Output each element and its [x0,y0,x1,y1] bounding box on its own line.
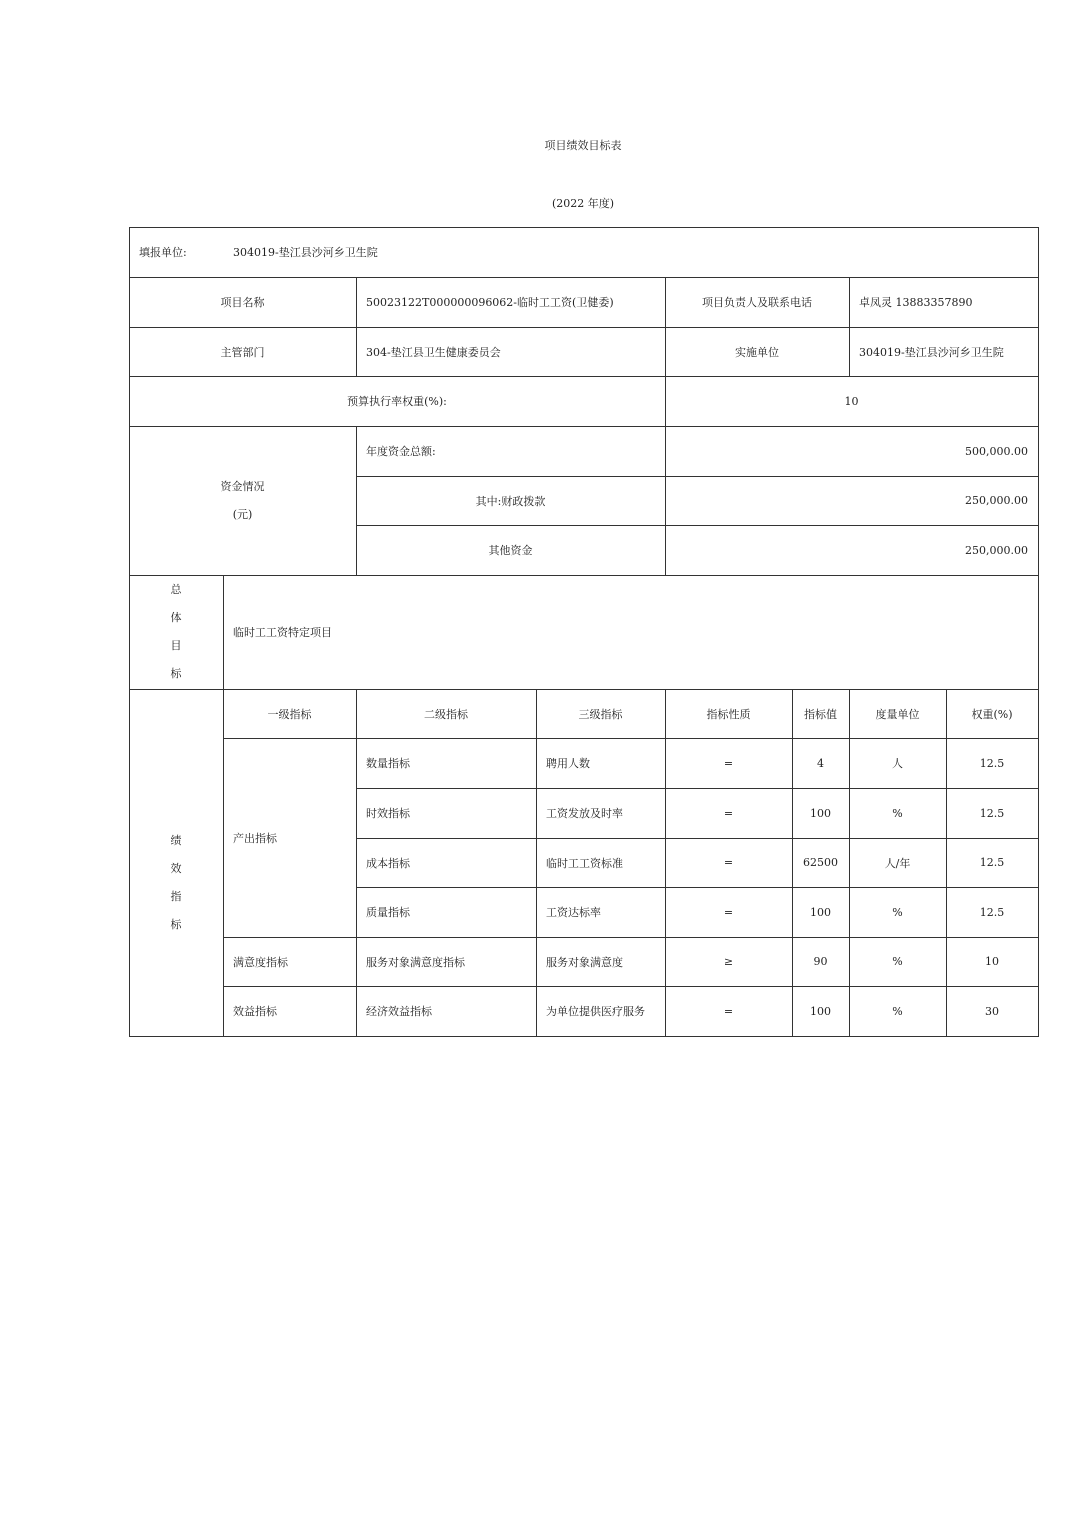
document-year: (2022 年度) [551,197,615,210]
dept-label: 主管部门 [220,345,265,359]
level1-output: 产出指标 [233,831,277,845]
dept-value: 304-垫江县卫生健康委员会 [366,345,501,359]
header-level3: 三级指标 [578,707,623,721]
fill-unit-value: 304019-垫江县沙河乡卫生院 [233,246,378,259]
level1-satisfaction: 满意度指标 [233,955,288,969]
row-unit: % [892,1004,903,1018]
funds-other-label: 其他资金 [488,544,533,557]
row-level2: 时效指标 [366,807,410,820]
funds-label-line2: (元) [232,507,253,521]
indicator-label-char: 指 [170,889,182,903]
row-nature: = [723,856,734,869]
row-nature: ≥ [723,955,734,968]
header-level1: 一级指标 [267,707,312,721]
row-value: 62500 [803,856,838,869]
row-weight: 12.5 [979,756,1005,770]
goal-label-char: 标 [170,667,182,680]
row-level2: 质量指标 [366,906,410,919]
row-value: 4 [817,756,824,770]
funds-other-value: 250,000.00 [965,543,1028,557]
row-level3: 工资达标率 [546,906,601,919]
overall-goal-label [129,575,223,689]
row-nature: = [723,806,734,820]
row-weight: 30 [985,1004,999,1018]
row-weight: 12.5 [979,856,1005,869]
row-weight: 12.5 [979,806,1005,820]
fill-unit-label: 填报单位: [139,246,187,259]
row-unit: % [892,806,903,820]
overall-goal-text: 临时工工资特定项目 [233,626,332,639]
header-unit: 度量单位 [875,707,920,721]
level1-benefit: 效益指标 [233,1005,277,1018]
row-level3: 服务对象满意度 [546,955,623,969]
project-contact-value: 卓凤灵 13883357890 [859,296,973,309]
document-title: 项目绩效目标表 [544,139,622,152]
impl-unit-label: 实施单位 [735,345,779,359]
row-weight: 12.5 [979,905,1005,919]
row-level3: 为单位提供医疗服务 [546,1005,645,1018]
funds-total-value: 500,000.00 [965,444,1028,458]
project-contact-label: 项目负责人及联系电话 [702,296,812,309]
funds-fiscal-value: 250,000.00 [965,494,1028,507]
header-level2: 二级指标 [424,707,468,721]
indicator-label-char: 效 [170,861,182,875]
header-value: 指标值 [804,707,837,721]
row-level3: 工资发放及时率 [546,807,623,820]
indicator-label-char: 绩 [170,833,182,847]
row-level2: 成本指标 [366,856,410,870]
budget-weight-label: 预算执行率权重(%): [347,395,447,408]
row-value: 100 [810,1004,831,1018]
performance-indicators-label [129,689,223,1036]
row-value: 90 [813,955,828,968]
row-level2: 服务对象满意度指标 [366,955,465,969]
funds-fiscal-label: 其中:财政拨款 [475,494,546,508]
goal-label-char: 体 [170,611,182,624]
row-level2: 数量指标 [366,757,410,770]
row-unit: % [892,905,903,919]
header-weight: 权重(%) [971,707,1013,721]
header-nature: 指标性质 [706,707,751,721]
funds-label [129,426,356,575]
row-level3: 聘用人数 [546,757,590,770]
row-value: 100 [810,905,831,919]
impl-unit-value: 304019-垫江县沙河乡卫生院 [859,345,1004,359]
goal-label-char: 目 [170,639,182,652]
row-value: 100 [810,806,831,820]
row-nature: = [723,1004,734,1018]
budget-weight-value: 10 [844,394,859,408]
row-level2: 经济效益指标 [366,1005,432,1018]
row-unit: 人/年 [884,856,911,870]
row-level3: 临时工工资标准 [546,856,623,870]
goal-label-char: 总 [170,583,182,596]
row-unit: 人 [892,757,903,770]
row-unit: % [892,955,903,968]
funds-total-label: 年度资金总额: [366,445,436,458]
funds-label-line1: 资金情况 [220,479,265,493]
row-weight: 10 [985,955,999,968]
row-nature: = [723,756,734,770]
project-name-label: 项目名称 [220,296,265,309]
indicator-label-char: 标 [170,917,182,931]
project-name-value: 50023122T000000096062-临时工工资(卫健委) [366,296,614,309]
row-nature: = [723,905,734,919]
